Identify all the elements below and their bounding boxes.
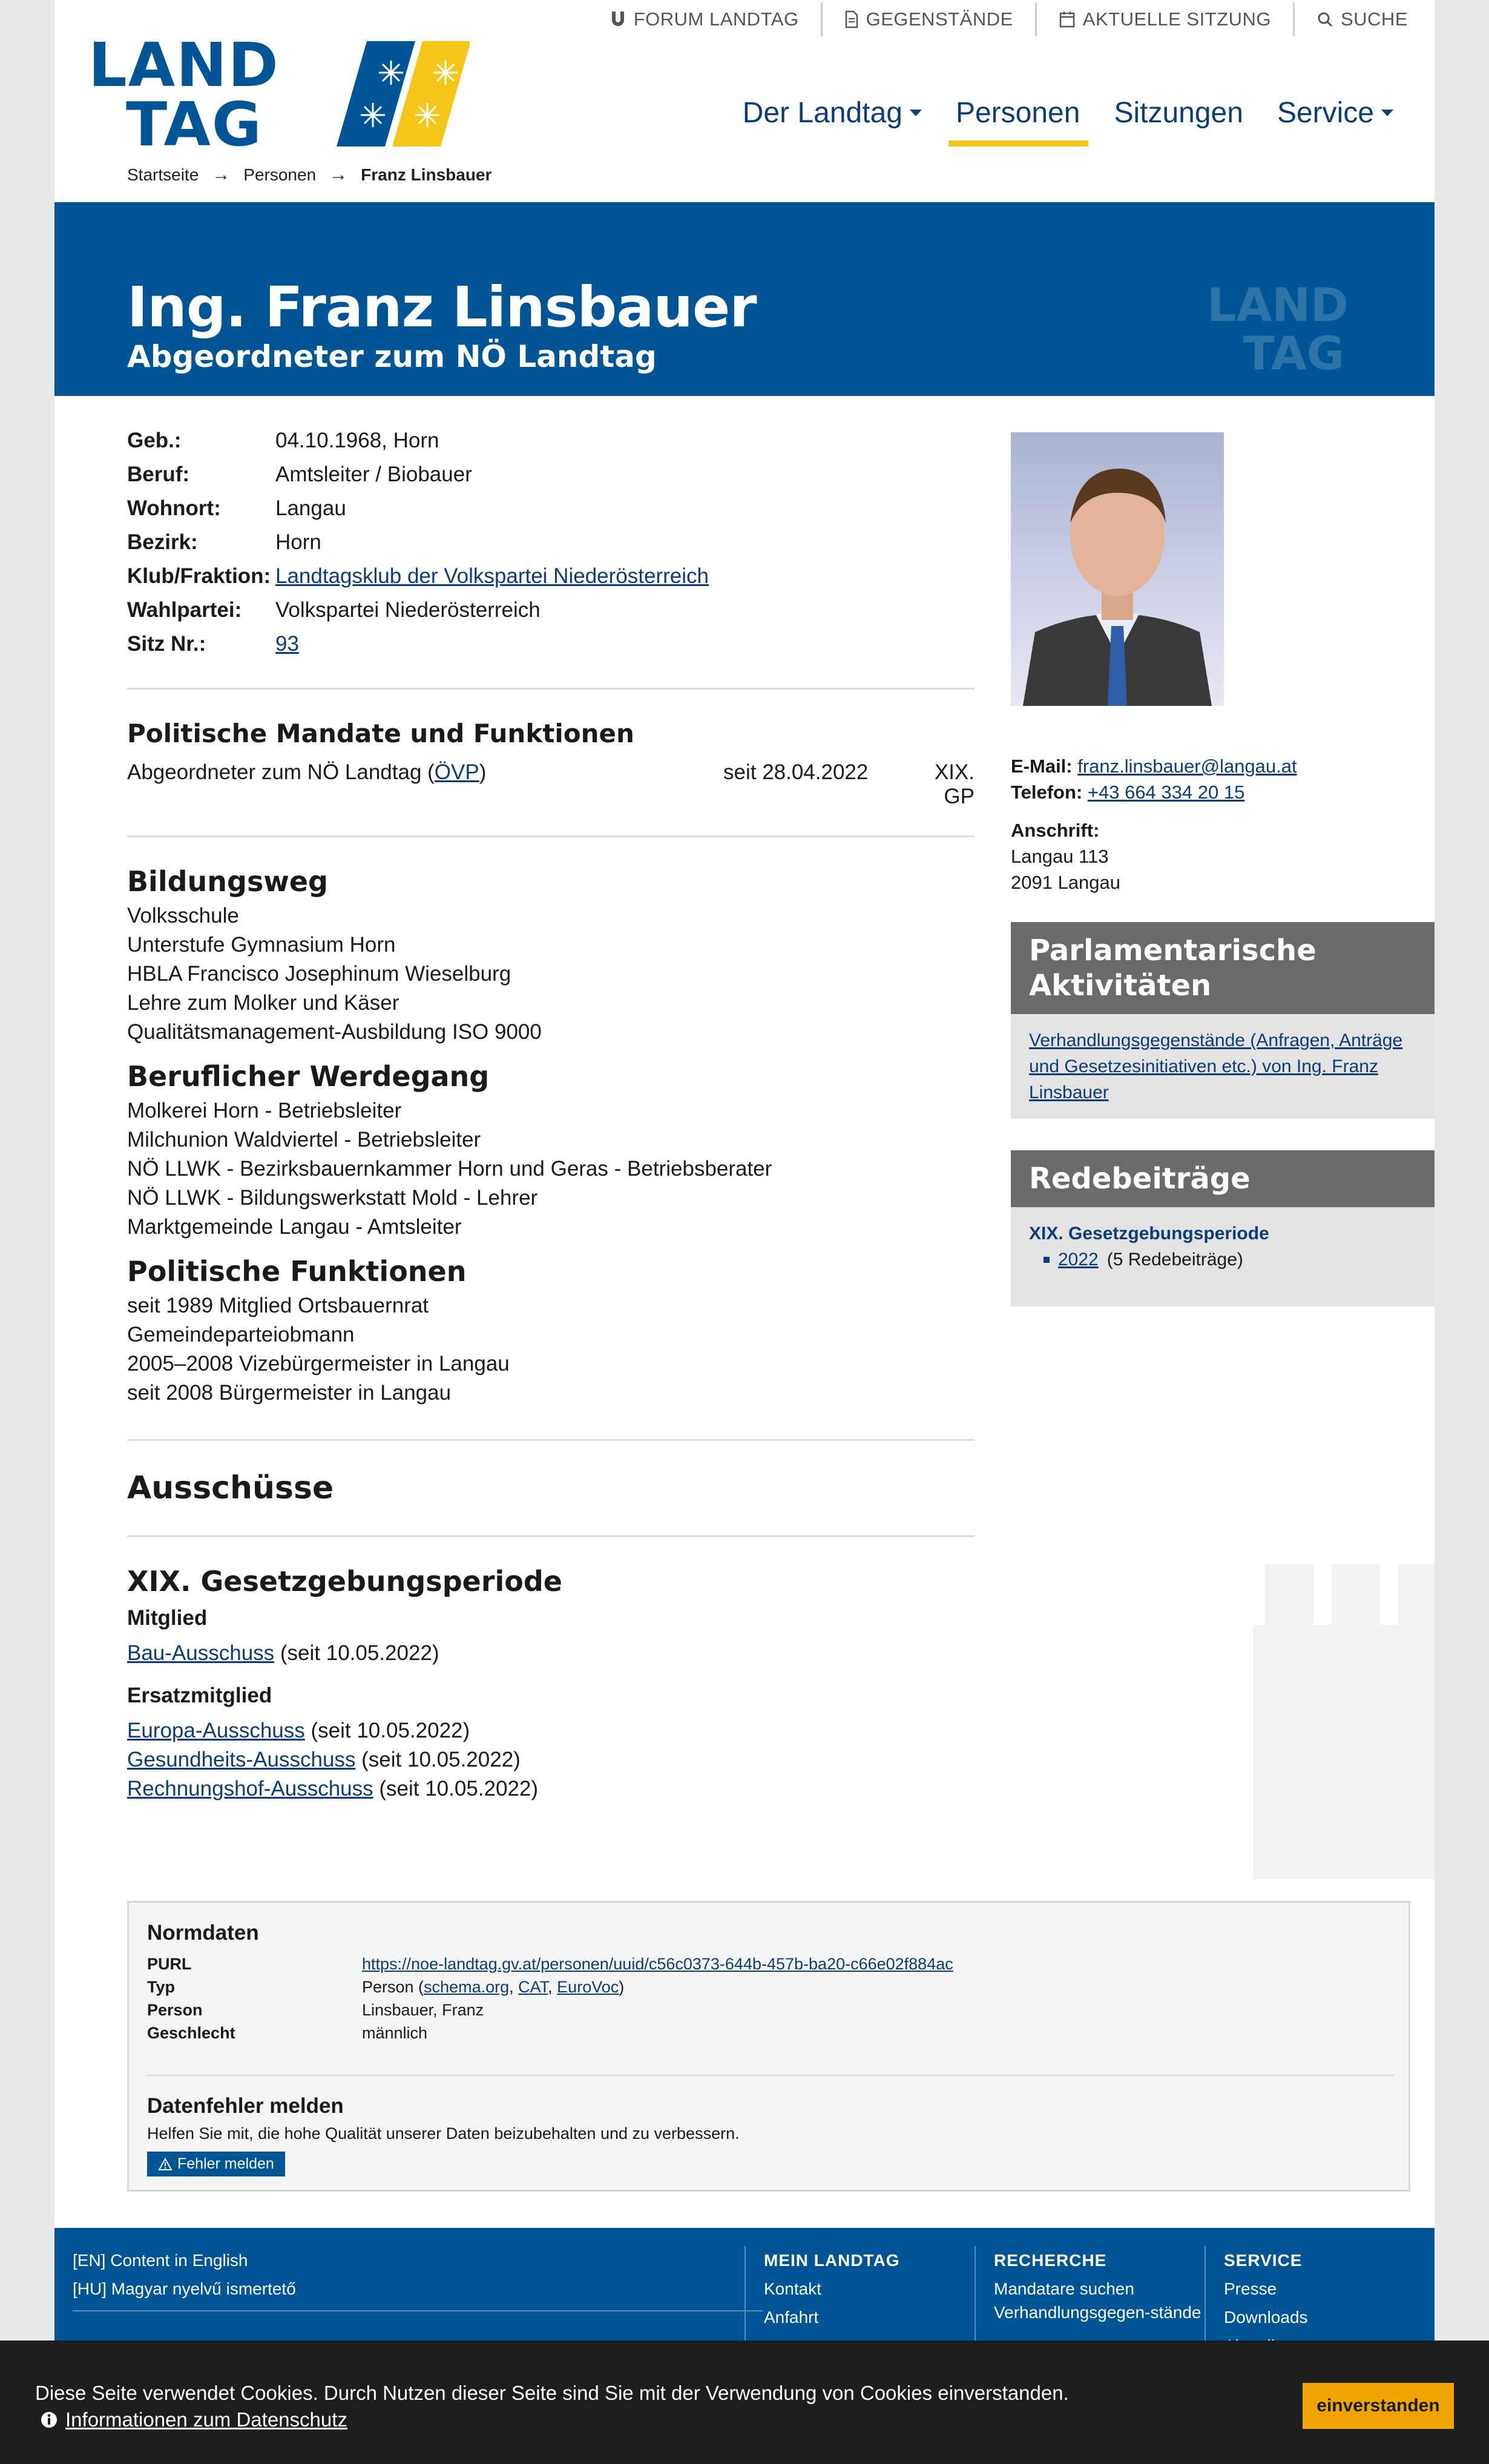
report-error-button[interactable]: Fehler melden [147,2152,285,2176]
sidebar [1011,432,1435,1306]
footer-link[interactable]: Mandatare suchen [994,2279,1134,2298]
topnav-gegenstaende[interactable]: GEGENSTÄNDE [821,2,1035,36]
top-utility-nav [588,5,1408,34]
norm-row: Geschlecht männlich [147,2024,428,2042]
mandates-heading: Politische Mandate und Funktionen [127,719,634,748]
list-item: Rechnungshof-Ausschuss (seit 10.05.2022) [127,1777,539,1800]
main-nav [726,91,1410,134]
sitz-link[interactable]: 93 [275,632,299,656]
nav-sitzungen[interactable]: Sitzungen [1114,96,1243,129]
list-item: Molkerei Horn - Betriebsleiter [127,1099,402,1122]
nav-der-landtag[interactable]: Der Landtag [726,91,939,134]
privacy-link[interactable]: Informationen zum Datenschutz [65,2408,347,2431]
bildungsweg-heading: Bildungsweg [127,865,328,898]
aktivitaeten-box [1011,922,1435,1119]
period-heading: XIX. Gesetzgebungsperiode [127,1565,562,1598]
lang-hu-link[interactable]: [HU] Magyar nyelvű ismertető [73,2279,296,2298]
topnav-aktuelle-sitzung[interactable]: AKTUELLE SITZUNG [1035,2,1293,36]
topnav-suche[interactable]: SUCHE [1293,2,1408,36]
nav-service[interactable]: Service [1260,91,1410,134]
hero-banner [54,202,1435,396]
committee-link[interactable]: Rechnungshof-Ausschuss [127,1777,373,1800]
footer-link[interactable]: Presse [1224,2279,1277,2298]
fact-row: Bezirk: Horn [127,530,321,554]
footer-col-recherche: RECHERCHE Mandatare suchen Verhandlungsgegen-stände [975,2246,1205,2464]
arrow-right-icon: → [212,165,231,185]
party-link[interactable]: ÖVP [434,760,479,784]
norm-row: PURL https://noe-landtag.gv.at/personen/uuid/c56c0373-644b-457b-ba20-c66e02f884ac [147,1952,1394,1975]
calendar-icon [1059,10,1076,28]
list-item: NÖ LLWK - Bildungswerkstatt Mold - Lehrer [127,1186,538,1210]
committee-link[interactable]: Europa-Ausschuss [127,1719,305,1742]
redebeitraege-heading: Redebeiträge [1011,1150,1435,1207]
coat-of-arms-watermark [1229,1564,1435,1879]
email-link[interactable]: franz.linsbauer@langau.at [1077,756,1297,777]
cookie-banner [0,2340,1489,2464]
person-facts [127,424,975,661]
list-item: seit 2008 Bürgermeister in Langau [127,1381,452,1405]
cat-link[interactable]: CAT [518,1978,548,1996]
svg-text:LAND: LAND [1207,278,1349,332]
bullet-icon [1044,1257,1050,1263]
forum-icon [610,10,626,28]
norm-row: Person Linsbauer, Franz [147,2001,484,2019]
lang-en-link[interactable]: [EN] Content in English [73,2251,248,2270]
list-item: Bau-Ausschuss (seit 10.05.2022) [127,1641,439,1665]
bildungsweg-section [127,865,975,1047]
divider [127,688,975,690]
fact-row: Sitz Nr.: 93 [127,632,299,656]
fact-row: Wohnort: Langau [127,496,346,520]
fact-row: Wahlpartei: Volkspartei Niederösterreich [127,598,541,622]
list-item: Gemeindeparteiobmann [127,1323,355,1346]
list-item: Unterstufe Gymnasium Horn [127,933,396,957]
divider [127,1439,975,1441]
main-content [127,424,975,1804]
list-item: 2005–2008 Vizebürgermeister in Langau [127,1352,510,1375]
divider [127,835,975,837]
svg-text:LAND: LAND [88,36,280,100]
page-title: Ing. Franz Linsbauer [127,275,757,340]
breadcrumb-startseite[interactable]: Startseite [127,165,199,184]
normdaten-heading: Normdaten [147,1921,259,1945]
svg-text:TAG: TAG [126,89,263,151]
eurovoc-link[interactable]: EuroVoc [557,1978,619,1996]
arrow-right-icon: → [329,165,348,185]
fact-row: Klub/Fraktion: Landtagsklub der Volkspartei Niederösterreich [127,564,709,588]
werdegang-section [127,1060,975,1242]
caret-down-icon [1381,110,1393,116]
accept-cookies-button[interactable]: einverstanden [1303,2383,1454,2429]
footer-link[interactable]: Anfahrt [764,2308,819,2327]
breadcrumb-current: Franz Linsbauer [361,165,492,184]
page-subtitle: Abgeordneter zum NÖ Landtag [127,339,657,374]
redebeitraege-box: Redebeiträge XIX. Gesetzgebungsperiode 2022 (5 Redebeiträge) [1011,1150,1435,1306]
document-icon [844,10,859,28]
footer-link[interactable]: Kontakt [764,2279,821,2298]
footer-link[interactable]: Downloads [1224,2308,1308,2327]
normdaten-box: Normdaten PURL https://noe-landtag.gv.at/personen/uuid/c56c0373-644b-457b-ba20-c66e02f884ac Typ Person (schema.org, CAT, EuroVoc) Person Linsbauer, Franz Geschlecht männlich Datenfehler melden Helfen Sie mit, die hohe Qualität unserer Daten beizubehalten und zu verbessern. Fehler melden [127,1901,1410,2192]
info-icon [40,2411,58,2429]
list-item: Milchunion Waldviertel - Betriebsleiter [127,1128,481,1151]
person-photo [1011,432,1224,706]
contact-info: E-Mail: franz.linsbauer@langau.at Telefon: +43 664 334 20 15 Anschrift: Langau 113 2091 Langau [1011,756,1297,893]
list-item: HBLA Francisco Josephinum Wieselburg [127,962,511,986]
list-item: Marktgemeinde Langau - Amtsleiter [127,1215,462,1239]
funktionen-section [127,1255,975,1408]
breadcrumb-personen[interactable]: Personen [243,165,317,184]
list-item: Europa-Ausschuss (seit 10.05.2022) [127,1719,470,1742]
norm-row: Typ Person (schema.org, CAT, EuroVoc) [147,1978,625,1996]
aktivitaeten-link[interactable]: Verhandlungsgegenstände (Anfragen, Anträge und Gesetzesinitiativen etc.) von Ing. Franz Linsbauer [1029,1030,1403,1102]
committee-link[interactable]: Bau-Ausschuss [127,1641,275,1665]
footer-col-service: SERVICE Presse Downloads [1205,2246,1435,2464]
landtag-logo[interactable] [88,36,470,151]
caret-down-icon [910,110,922,116]
year-link[interactable]: 2022 [1058,1250,1099,1270]
committee-link[interactable]: Gesundheits-Ausschuss [127,1748,356,1771]
nav-personen[interactable]: Personen [939,91,1097,134]
aktivitaeten-heading: Parlamentarische Aktivitäten [1011,922,1435,1014]
list-item: Qualitätsmanagement-Ausbildung ISO 9000 [127,1020,542,1044]
werdegang-heading: Beruflicher Werdegang [127,1060,490,1093]
error-heading: Datenfehler melden [147,2094,344,2118]
mandates-section [127,719,975,809]
warning-icon [158,2158,173,2171]
divider [73,2310,763,2311]
portrait-illustration [1011,432,1224,706]
list-item: 2022 (5 Redebeiträge) [1029,1247,1416,1273]
list-item: seit 1989 Mitglied Ortsbauernrat [127,1294,429,1317]
list-item: Gesundheits-Ausschuss (seit 10.05.2022) [127,1748,521,1771]
cookie-text: Diese Seite verwendet Cookies. Durch Nutzen dieser Seite sind Sie mit der Verwendung von Cookies einverstanden. [35,2382,1069,2404]
klub-link[interactable]: Landtagsklub der Volkspartei Niederösterreich [275,564,709,588]
list-item: Volksschule [127,904,239,927]
breadcrumb [127,165,491,185]
page [54,0,1435,2464]
logo-watermark [1207,278,1413,375]
list-item: Lehre zum Molker und Käser [127,991,399,1015]
fact-row: Beruf: Amtsleiter / Biobauer [127,463,472,486]
funktionen-heading: Politische Funktionen [127,1255,467,1288]
fact-row: Geb.: 04.10.1968, Horn [127,429,439,452]
ausschuesse-heading: Ausschüsse [127,1470,334,1506]
schema-org-link[interactable]: schema.org [424,1978,510,1996]
svg-text:TAG: TAG [1243,326,1345,375]
divider [147,2075,1394,2076]
footer-col-mein-landtag: MEIN LANDTAG Kontakt Anfahrt [744,2246,975,2464]
phone-link[interactable]: +43 664 334 20 15 [1087,782,1245,803]
divider [127,1535,975,1537]
footer-link[interactable]: Verhandlungsgegen-stände [994,2303,1201,2322]
list-item: NÖ LLWK - Bezirksbauernkammer Horn und Geras - Betriebsberater [127,1157,772,1181]
purl-link[interactable]: https://noe-landtag.gv.at/personen/uuid/c56c0373-644b-457b-ba20-c66e02f884ac [362,1955,953,1973]
ausschuesse-section: XIX. Gesetzgebungsperiode Mitglied Bau-Ausschuss (seit 10.05.2022) Ersatzmitglied Europa-Ausschuss (seit 10.05.2022) Gesundheits-Ausschuss (seit 10.05.2022) Rechnungshof-Ausschuss (seit 10.05.2022) [127,1565,975,1804]
topnav-forum-landtag[interactable]: FORUM LANDTAG [588,2,821,36]
mandate-row: Abgeordneter zum NÖ Landtag (ÖVP) seit 28.04.2022 XIX. GP [127,760,975,808]
search-icon [1316,10,1333,28]
